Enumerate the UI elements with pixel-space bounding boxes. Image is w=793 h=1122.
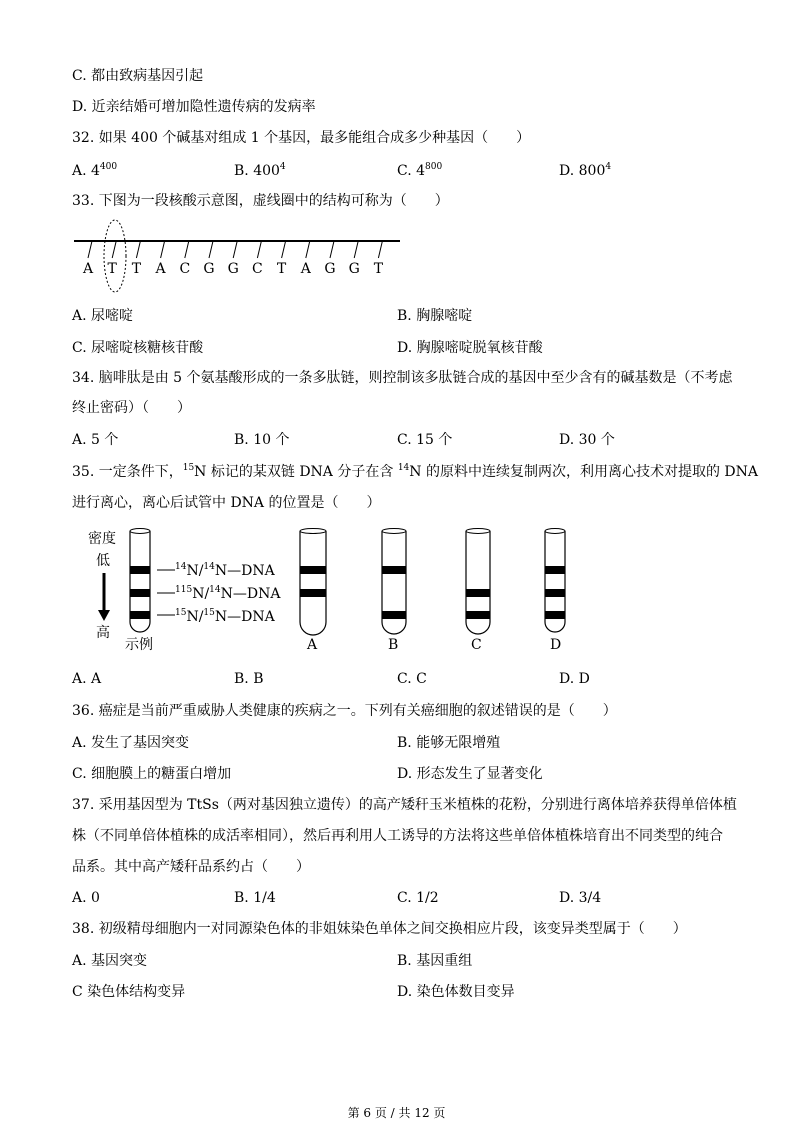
base-tick (88, 241, 92, 258)
base-letter: A (82, 261, 94, 277)
q33-stem: 33. 下图为一段核酸示意图，虚线圈中的结构可称为（ ） (72, 193, 449, 209)
base-letter: C (179, 261, 191, 277)
tube-d-band-3 (545, 611, 565, 619)
tube-c-band-1 (466, 589, 490, 597)
base-tick (354, 241, 358, 258)
band-label-14-14: $^{14}$N/$^{14}$N—DNA (175, 562, 275, 579)
example-band-hybrid (130, 589, 150, 597)
q37-option-a: A. 0 (72, 890, 100, 906)
density-low-label: 低 (96, 553, 110, 569)
q35-option-a: A. A (72, 671, 102, 687)
q37-option-b: B. 1/4 (234, 890, 276, 906)
base-letter: G (348, 261, 360, 277)
tube-a-band-1 (300, 566, 326, 574)
base-tick (282, 241, 286, 258)
arrow-head-icon (98, 610, 110, 621)
q32-option-d: D. $800^4$ (559, 162, 612, 179)
q31-option-c: C. 都由致病基因引起 (72, 68, 204, 84)
q38-option-c: C 染色体结构变异 (72, 984, 186, 1000)
example-band-heavy (130, 611, 150, 619)
base-letter: T (276, 261, 287, 277)
density-high-label: 高 (96, 625, 110, 641)
q35-option-c: C. C (397, 671, 427, 687)
tube-a-band-2 (300, 589, 326, 597)
q37-stem-line1: 37. 采用基因型为 TtSs（两对基因独立遗传）的高产矮秆玉米植株的花粉，分别进行离体培养获得单倍体植 (72, 797, 737, 813)
base-tick (136, 241, 140, 258)
tube-b-band-2 (382, 611, 406, 619)
base-letter: G (324, 261, 336, 277)
q34-option-b: B. 10 个 (234, 432, 290, 448)
q32-option-a: A. $4^{400}$ (72, 162, 118, 179)
q34-option-d: D. 30 个 (559, 432, 615, 448)
density-label: 密度 (88, 531, 116, 547)
q33-option-a: A. 尿嘧啶 (72, 308, 134, 324)
tube-d-label: D (550, 637, 562, 653)
q35-stem-line2: 进行离心，离心后试管中 DNA 的位置是（ ） (72, 495, 381, 511)
q31-option-d: D. 近亲结婚可增加隐性遗传病的发病率 (72, 99, 316, 115)
base-letter: T (131, 261, 142, 277)
q34-option-a: A. 5 个 (72, 432, 119, 448)
q38-option-d: D. 染色体数目变异 (397, 984, 515, 1000)
dashed-circle (104, 220, 126, 292)
tube-c-band-2 (466, 611, 490, 619)
nucleic-acid-diagram (60, 216, 410, 298)
q38-option-a: A. 基因突变 (72, 953, 148, 969)
q33-option-d: D. 胸腺嘧啶脱氧核苷酸 (397, 340, 543, 356)
q34-option-c: C. 15 个 (397, 432, 453, 448)
q35-option-b: B. B (234, 671, 264, 687)
base-tick (185, 241, 189, 258)
q36-option-d: D. 形态发生了显著变化 (397, 766, 543, 782)
q36-option-c: C. 细胞膜上的糖蛋白增加 (72, 766, 232, 782)
q32-stem: 32. 如果 400 个碱基对组成 1 个基因，最多能组合成多少种基因（ ） (72, 130, 531, 146)
base-tick (330, 241, 334, 258)
tube-a-label: A (307, 637, 318, 653)
q32-option-b: B. $400^4$ (234, 162, 286, 179)
base-tick (209, 241, 213, 258)
base-letter: A (300, 261, 311, 277)
q36-stem: 36. 癌症是当前严重威胁人类健康的疾病之一。下列有关癌细胞的叙述错误的是（ ） (72, 703, 617, 719)
base-tick (257, 241, 261, 258)
q32-option-c: C. $4^{800}$ (397, 162, 443, 179)
base-letter: G (203, 261, 215, 277)
q37-option-d: D. 3/4 (559, 890, 602, 906)
q37-option-c: C. 1/2 (397, 890, 439, 906)
tube-d-band-2 (545, 589, 565, 597)
q35-stem-line1: 35. 一定条件下，$^{15}$N 标记的某双链 DNA 分子在含 $^{14}$N 的原料中连续复制两次，利用离心技术对提取的 DNA (72, 463, 758, 480)
q37-stem-line3: 品系。其中高产矮秆品系约占（ ） (72, 859, 310, 875)
example-band-light (130, 566, 150, 574)
centrifuge-tubes-figure (80, 522, 600, 654)
base-letter: T (373, 261, 384, 277)
base-tick (378, 241, 382, 258)
q34-stem-line2: 终止密码）（ ） (72, 400, 191, 416)
base-letter: A (155, 261, 166, 277)
base-tick (161, 241, 165, 258)
q38-stem: 38. 初级精母细胞内一对同源染色体的非姐妹染色单体之间交换相应片段，该变异类型属于（ ） (72, 921, 687, 937)
band-label-15-14: $^{115}$N/$^{14}$N—DNA (175, 585, 281, 602)
q34-stem-line1: 34. 脑啡肽是由 5 个氨基酸形成的一条多肽链，则控制该多肽链合成的基因中至少含有的碱基数是（不考虑 (72, 370, 733, 386)
base-letter: G (227, 261, 239, 277)
q35-option-d: D. D (559, 671, 590, 687)
tube-b-band-1 (382, 566, 406, 574)
page-footer: 第 6 页 / 共 12 页 (347, 1106, 446, 1120)
band-label-15-15: $^{15}$N/$^{15}$N—DNA (175, 608, 275, 625)
base-letters (82, 261, 384, 277)
q37-stem-line2: 株（不同单倍体植株的成活率相同），然后再利用人工诱导的方法将这些单倍体植株培育出不同类型的纯合 (72, 828, 723, 844)
q36-option-b: B. 能够无限增殖 (397, 735, 501, 751)
q36-option-a: A. 发生了基因突变 (72, 735, 190, 751)
base-letter: T (107, 261, 117, 277)
tube-c-label: C (471, 637, 482, 653)
tube-d-band-1 (545, 566, 565, 574)
q38-option-b: B. 基因重组 (397, 953, 473, 969)
base-tick (233, 241, 237, 258)
q33-option-b: B. 胸腺嘧啶 (397, 308, 473, 324)
example-label: 示例 (125, 637, 153, 653)
q33-option-c: C. 尿嘧啶核糖核苷酸 (72, 340, 204, 356)
base-ticks (88, 241, 382, 258)
base-tick (306, 241, 310, 258)
base-tick (112, 241, 116, 258)
tube-b-label: B (388, 637, 399, 653)
base-letter: C (252, 261, 263, 277)
tube-a (300, 531, 326, 635)
